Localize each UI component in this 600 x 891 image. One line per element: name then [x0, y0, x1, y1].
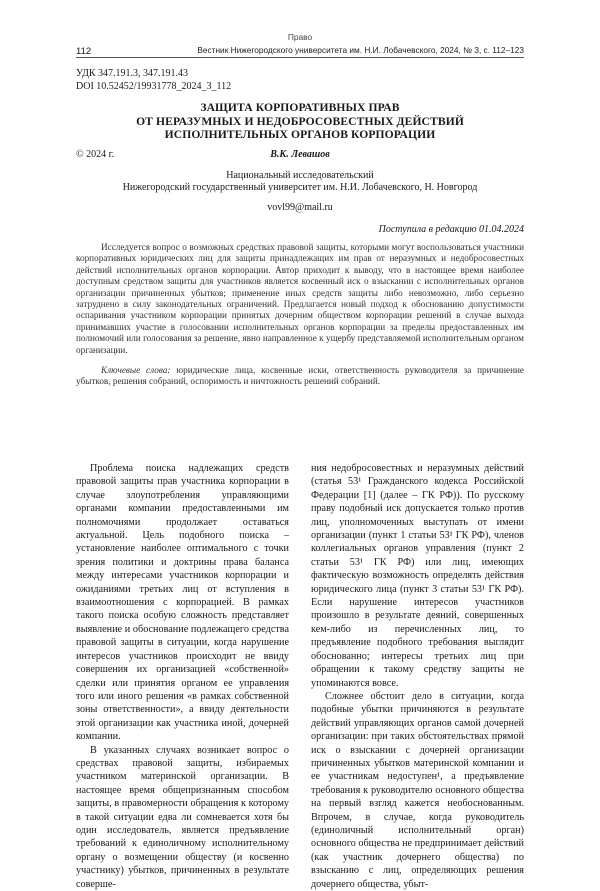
body-paragraph: ния недобросовестных и неразумных действий (статья 53¹ Гражданского кодекса Российской Федерации [1] (далее – ГК РФ)). По русскому праву подобный иск допускается только против лиц, уполномоченных выступать от имени организации (пункт 1 статьи 53¹ ГК РФ), членов коллегиальных органов управления (пункт 2 статьи 53¹ ГК РФ) или лиц, имеющих фактическую возможность определять действия юридического лица (пункт 3 статьи 53¹ ГК РФ). Если нарушение интересов участников произошло в результате деяний, совершенных кем-либо из перечисленных лиц, то предъявление подобного требования выглядит обоснованно; интересы третьих лиц при обращении к такому средству защиты не упоминаются вовсе.	[311, 463, 524, 689]
body-column-right	[311, 462, 524, 891]
abstract	[76, 242, 524, 388]
title-line: ИСПОЛНИТЕЛЬНЫХ ОРГАНОВ КОРПОРАЦИИ	[164, 128, 436, 141]
keywords-text: юридические лица, косвенные иски, ответственность руководителя за причинение убытков, решения собраний, оспоримость и ничтожность решений собраний.	[76, 365, 524, 387]
page-number: 112	[76, 46, 92, 57]
title-line: ОТ НЕРАЗУМНЫХ И НЕДОБРОСОВЕСТНЫХ ДЕЙСТВИЙ	[136, 114, 464, 128]
body-paragraph: Сложнее обстоит дело в ситуации, когда подобные убытки причиняются в результате действий управляющих органов самой дочерней организации: при таких обстоятельствах прямой иск о взыскании с дочерней организации причиненных убытков материнской компании и ее участникам недоступен¹, а предъявление требования к руководителю основного общества на первый взгляд кажется необоснованным. Впрочем, в случае, когда руководитель (единоличный исполнительный орган) основного общества не предпринимает действий (как участник дочернего общества) по взысканию с лиц, определяющих решения дочернего общества, убыт-	[311, 690, 524, 890]
copyright: © 2024 г.	[76, 149, 115, 160]
received-date: Поступила в редакцию 01.04.2024	[378, 224, 524, 235]
udk-code: УДК 347.191.3, 347.191.43	[76, 68, 189, 79]
author-name: В.К. Левашов	[270, 149, 330, 160]
affiliation-line: Нижегородский государственный университет им. Н.И. Лобачевского, Н. Новгород	[122, 182, 478, 193]
doi: DOI 10.52452/19931778_2024_3_112	[76, 81, 232, 92]
journal-citation: Вестник Нижегородского университета им. Н.И. Лобачевского, 2024, № 3, с. 112–123	[197, 45, 524, 55]
header-section: Право	[287, 32, 313, 42]
keywords	[76, 365, 524, 388]
body-column-left	[76, 462, 289, 891]
header-rule	[76, 57, 524, 58]
title-line: ЗАЩИТА КОРПОРАТИВНЫХ ПРАВ	[200, 101, 400, 114]
keywords-label: Ключевые слова:	[101, 365, 171, 376]
body-paragraph: В указанных случаях возникает вопрос о средствах правовой защиты, избираемых участником материнской организации. В настоящее время общепризнанным способом защиты, в правомерности обращения к которому в такой ситуации едва ли сомневается хотя бы один исследователь, является предъявление требований к единоличному исполнительному органу о возмещении обществу (и косвенно участнику) убытков, причиненных в результате соверше-	[76, 744, 289, 890]
author-email[interactable]: vovl99@mail.ru	[267, 202, 333, 213]
abstract-text: Исследуется вопрос о возможных средствах правовой защиты, которыми могут воспользоваться участники корпоративных юридических лиц для защиты принадлежащих им прав от неразумных и недобросовестных действий исполнительных органов корпорации. Автор приходит к выводу, что в настоящее время наиболее доступным средством защиты для участников является косвенный иск о взыскании с исполнительных органов организации причиненных убытков; применение иных средств защиты либо невозможно, либо серьезно затруднено в силу законодательных ограничений. Предлагается новый подход к обоснованию допустимости оспаривания участником корпорации принятых дочерним обществом корпорации решений в случае выхода принимавших участие в голосовании исполнительных органов корпорации за пределы предоставленных им полномочий или голосования за решение, явно направленное к ущербу представляемой исполнительным органом организации.	[76, 242, 524, 355]
body-paragraph: Проблема поиска надлежащих средств правовой защиты прав участника корпорации в случае злоупотребления управляющими органами компании предоставленными им полномочиями продолжает оставаться актуальной. Цель подобного поиска – установление наиболее оптимального с точки зрения политики и доктрины права баланса между интересами участников корпорации и ожиданиями третьих лиц от вступления в взаимоотношения с корпорацией. В рамках такого поиска особую сложность представляет выявление и обоснование подлежащего средства правовой защиты в ситуации, когда нарушение интересов участников происходит не ввиду совершения их организацией «собственной» сделки или принятия органом ее управления того или иного решения «в рамках собственной зоны ответственности», а ввиду деятельности этой организации как участника иной, дочерней компании.	[76, 463, 289, 743]
article-title	[76, 101, 524, 142]
affiliation-line: Национальный исследовательский	[226, 170, 374, 181]
